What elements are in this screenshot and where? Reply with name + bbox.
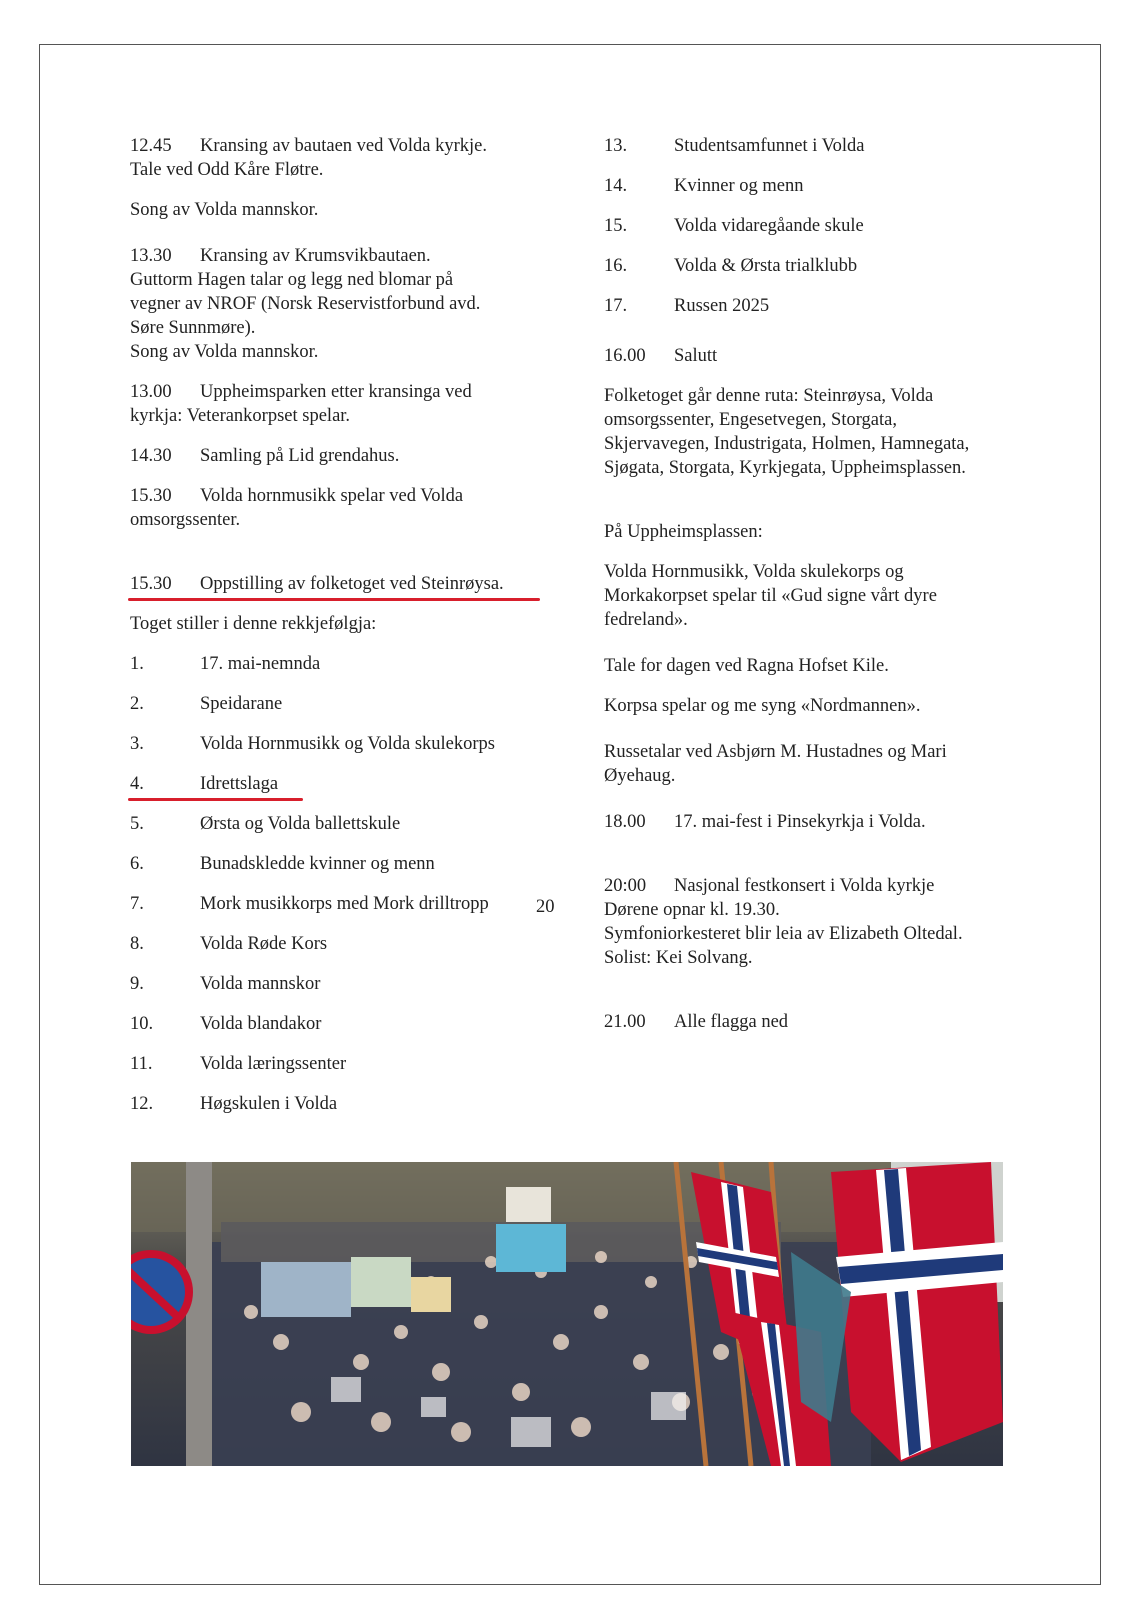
event-text: Samling på Lid grendahus. [200, 446, 400, 466]
lamp-post [186, 1162, 212, 1466]
item-label: Volda blandakor [200, 1014, 322, 1034]
time: 20:00 [604, 876, 647, 896]
text-line: Morkakorpset spelar til «Gud signe vårt dyre [604, 586, 937, 606]
event-text: Salutt [674, 346, 718, 366]
time: 13.30 [130, 246, 172, 266]
item-number: 10. [130, 1014, 154, 1034]
event-text: Dørene opnar kl. 19.30. [604, 900, 780, 920]
route-line: Sjøgata, Storgata, Kyrkjegata, Uppheimsplassen. [604, 458, 966, 478]
program-item-1245 [130, 134, 550, 182]
item-label: Mork musikkorps med Mork drilltropp [200, 894, 489, 914]
route-description [604, 384, 1034, 480]
item-number: 12. [130, 1094, 154, 1114]
nordmannen-note: Korpsa spelar og me syng «Nordmannen». [604, 696, 921, 716]
list-item [604, 294, 1034, 318]
song-note: Song av Volda mannskor. [130, 200, 319, 220]
program-item-1300 [130, 380, 550, 428]
left-column [130, 134, 550, 1132]
item-number: 4. [130, 774, 144, 794]
right-column [604, 134, 1034, 1034]
list-item [130, 1052, 550, 1076]
item-number: 17. [604, 296, 628, 316]
item-label: Idrettslaga [200, 774, 279, 794]
program-item-1800 [604, 810, 1034, 834]
uppheim-heading: På Uppheimsplassen: [604, 522, 763, 542]
banner [411, 1277, 451, 1312]
item-label: Volda vidaregåande skule [674, 216, 864, 236]
banner [351, 1257, 411, 1307]
list-item [604, 214, 1034, 238]
program-item-1530-parade [130, 572, 550, 596]
program-item-1330 [130, 244, 550, 364]
event-text: Solist: Kei Solvang. [604, 948, 753, 968]
russ-note [604, 740, 1034, 788]
item-label: Volda mannskor [200, 974, 321, 994]
list-item [130, 1012, 550, 1036]
route-line: omsorgssenter, Engesetvegen, Storgata, [604, 410, 897, 430]
red-underline [128, 598, 540, 601]
item-number: 2. [130, 694, 144, 714]
event-text: Oppstilling av folketoget ved Steinrøysa. [200, 574, 504, 594]
text-line: Russetalar ved Asbjørn M. Hustadnes og Mari [604, 742, 947, 762]
time: 12.45 [130, 136, 172, 156]
norwegian-flag-icon [831, 1162, 1003, 1462]
list-item [130, 1092, 550, 1116]
event-text: omsorgssenter. [130, 510, 241, 530]
text-line: Øyehaug. [604, 766, 676, 786]
item-number: 14. [604, 176, 628, 196]
event-text: Kransing av Krumsvikbautaen. [200, 246, 431, 266]
list-item [604, 174, 1034, 198]
banner [496, 1224, 566, 1272]
item-number: 11. [130, 1054, 153, 1074]
item-label: Kvinner og menn [674, 176, 804, 196]
item-number: 5. [130, 814, 144, 834]
event-text: Guttorm Hagen talar og legg ned blomar på [130, 270, 454, 290]
item-number: 6. [130, 854, 144, 874]
event-text: Symfoniorkesteret blir leia av Elizabeth Oltedal. [604, 924, 963, 944]
parade-illustration [131, 1162, 1003, 1466]
item-label: Bunadskledde kvinner og menn [200, 854, 435, 874]
page-number: 20 [536, 897, 555, 917]
list-item [130, 772, 550, 796]
program-item-1600 [604, 344, 1034, 368]
parade-order-list-continued [604, 134, 1034, 318]
time: 14.30 [130, 446, 172, 466]
item-label: Høgskulen i Volda [200, 1094, 338, 1114]
text-line: fedreland». [604, 610, 688, 630]
item-label: Speidarane [200, 694, 283, 714]
time: 16.00 [604, 346, 646, 366]
text-line: Volda Hornmusikk, Volda skulekorps og [604, 562, 904, 582]
item-number: 9. [130, 974, 144, 994]
parade-order-list [130, 652, 550, 1116]
item-label: Volda Røde Kors [200, 934, 328, 954]
item-label: Studentsamfunnet i Volda [674, 136, 865, 156]
event-text: Volda hornmusikk spelar ved Volda [200, 486, 464, 506]
event-text: Nasjonal festkonsert i Volda kyrkje [674, 876, 935, 896]
event-text: Tale ved Odd Kåre Fløtre. [130, 160, 324, 180]
item-label: Russen 2025 [674, 296, 770, 316]
event-text: 17. mai-fest i Pinsekyrkja i Volda. [674, 812, 926, 832]
banner [261, 1262, 351, 1317]
event-text: Uppheimsparken etter kransinga ved [200, 382, 472, 402]
time: 15.30 [130, 574, 172, 594]
item-number: 1. [130, 654, 144, 674]
program-item-1430 [130, 444, 550, 468]
item-label: Volda & Ørsta trialklubb [674, 256, 858, 276]
list-item [130, 652, 550, 676]
event-text: vegner av NROF (Norsk Reservistforbund avd. [130, 294, 481, 314]
list-item [130, 932, 550, 956]
event-text: Song av Volda mannskor. [130, 342, 319, 362]
program-item-2100 [604, 1010, 1034, 1034]
list-item [604, 254, 1034, 278]
item-label: Ørsta og Volda ballettskule [200, 814, 401, 834]
parade-photo [131, 1162, 1003, 1466]
list-item [130, 852, 550, 876]
banner [506, 1187, 551, 1222]
route-line: Folketoget går denne ruta: Steinrøysa, Volda [604, 386, 934, 406]
item-label: 17. mai-nemnda [200, 654, 321, 674]
list-item [130, 972, 550, 996]
item-number: 3. [130, 734, 144, 754]
item-label: Volda Hornmusikk og Volda skulekorps [200, 734, 495, 754]
item-number: 16. [604, 256, 628, 276]
item-number: 7. [130, 894, 144, 914]
item-number: 13. [604, 136, 628, 156]
time: 21.00 [604, 1012, 646, 1032]
time: 13.00 [130, 382, 172, 402]
speech-note: Tale for dagen ved Ragna Hofset Kile. [604, 656, 889, 676]
list-item [130, 692, 550, 716]
list-item [130, 892, 550, 916]
program-item-1530-music [130, 484, 550, 532]
route-line: Skjervavegen, Industrigata, Holmen, Hamnegata, [604, 434, 970, 454]
list-item [130, 812, 550, 836]
program-item-2000 [604, 874, 1034, 970]
order-intro: Toget stiller i denne rekkjefølgja: [130, 614, 377, 634]
list-item [604, 134, 1034, 158]
item-number: 8. [130, 934, 144, 954]
event-text: Søre Sunnmøre). [130, 318, 256, 338]
item-number: 15. [604, 216, 628, 236]
list-item [130, 732, 550, 756]
event-text: Kransing av bautaen ved Volda kyrkje. [200, 136, 488, 156]
event-text: kyrkja: Veterankorpset spelar. [130, 406, 351, 426]
item-label: Volda læringssenter [200, 1054, 347, 1074]
time: 15.30 [130, 486, 172, 506]
bands-note [604, 560, 1034, 632]
event-text: Alle flagga ned [674, 1012, 789, 1032]
time: 18.00 [604, 812, 646, 832]
red-underline [128, 798, 303, 801]
